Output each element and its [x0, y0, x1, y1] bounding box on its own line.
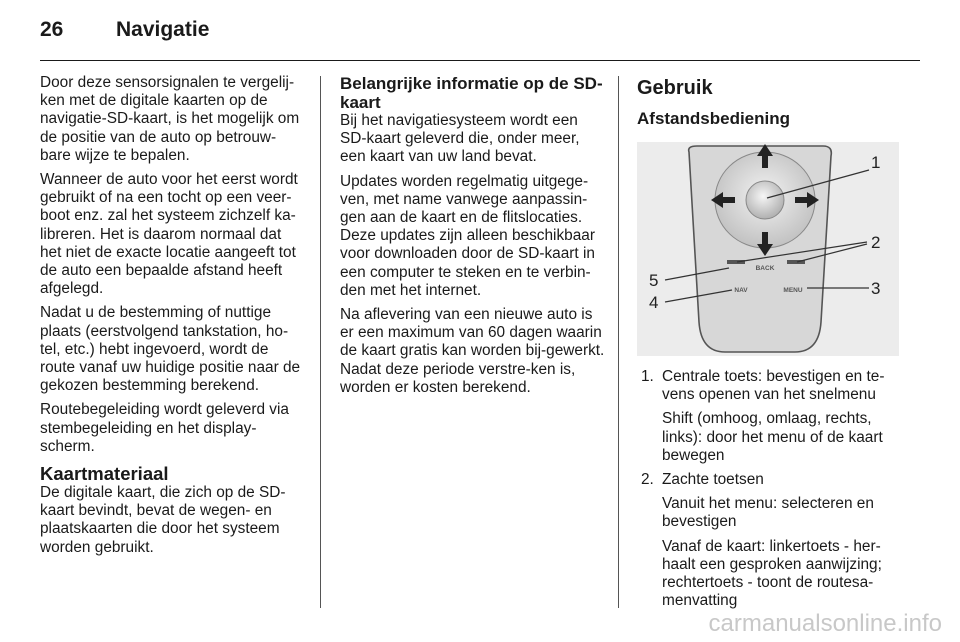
- paragraph: Door deze sensorsignalen te vergelij-ken met de digitale kaarten op de navigatie-SD-kaart, is het mogelijk om de positie van de auto op betrouw-bare wijze te bepalen.: [40, 74, 300, 164]
- callout-1: 1: [871, 153, 881, 172]
- section-heading-kaartmateriaal: Kaartmateriaal: [40, 463, 169, 485]
- callout-4: 4: [649, 293, 659, 312]
- callout-3: 3: [871, 279, 881, 298]
- callout-2: 2: [871, 233, 881, 252]
- paragraph: Bij het navigatiesysteem wordt een SD-kaart geleverd die, onder meer, een kaart van uw land bevat.: [340, 112, 580, 166]
- column-divider-1: [320, 76, 321, 608]
- paragraph: Wanneer de auto voor het eerst wordt gebruikt of na een tocht op een veer-boot enz. zal het systeem zichzelf ka-libreren. Het is daarom normaal dat het niet de exacte locatie aangeeft tot de auto een bepaalde afstand heeft afgelegd.: [40, 171, 298, 298]
- section-heading-sd-kaart: Belangrijke informatie op de SD-kaart: [340, 74, 603, 112]
- column-divider-2: [618, 76, 619, 608]
- page-title: Navigatie: [116, 18, 210, 41]
- nav-button-label: NAV: [734, 287, 748, 294]
- list-item: [637, 368, 903, 465]
- column-2: [340, 74, 606, 403]
- page-number: 26: [40, 18, 64, 41]
- paragraph: De digitale kaart, die zich op de SD-kaart bevindt, bevat de wegen- en plaatskaarten die door het systeem worden gebruikt.: [40, 484, 286, 556]
- column-1: [40, 74, 306, 563]
- paragraph: Routebegeleiding wordt geleverd via stembegeleiding en het display-scherm.: [40, 401, 289, 455]
- list-item-text: Shift (omhoog, omlaag, rechts, links): door het menu of de kaart bewegen: [662, 410, 883, 464]
- center-button: [746, 181, 784, 219]
- remote-control-key-list: [637, 368, 903, 610]
- menu-button-label: MENU: [783, 287, 803, 294]
- watermark: carmanualsonline.info: [708, 610, 942, 637]
- list-item-text: Zachte toetsen: [662, 471, 764, 489]
- subheading-afstandsbediening: Afstandsbediening: [637, 109, 791, 128]
- remote-control-figure: [637, 142, 899, 356]
- page-header: [40, 18, 209, 42]
- paragraph: Na aflevering van een nieuwe auto is er een maximum van 60 dagen waarin de kaart gratis kan worden bij-gewerkt. Nadat deze periode verstre-ken is, worden er kosten berekend.: [340, 306, 605, 396]
- list-item-text: Centrale toets: bevestigen en te-vens openen van het snelmenu: [662, 368, 885, 404]
- back-button-label: BACK: [755, 265, 775, 272]
- list-item: [637, 471, 903, 610]
- paragraph: Nadat u de bestemming of nuttige plaats (eerstvolgend tankstation, ho-tel, etc.) hebt ingevoerd, wordt de route vanaf uw huidige positie naar de gekozen bestemming berekend.: [40, 304, 301, 395]
- paragraph: Updates worden regelmatig uitgege-ven, met name vanwege aanpassin-gen aan de kaart en de flitslocaties. Deze updates zijn alleen beschikbaar voor downloaden door de SD-kaart in een computer te steken en te verbin-den met het internet.: [340, 172, 595, 299]
- header-rule: [40, 60, 920, 61]
- list-item-text: Vanaf de kaart: linkertoets - her-haalt een gesproken aanwijzing; rechtertoets - toont de routesa-menvatting: [662, 537, 882, 610]
- list-item-text: Vanuit het menu: selecteren en bevestigen: [662, 495, 874, 531]
- list-item-number: 2.: [641, 471, 654, 489]
- column-3: [637, 74, 903, 616]
- list-item-number: 1.: [641, 368, 654, 385]
- section-heading-gebruik: Gebruik: [637, 77, 713, 99]
- remote-control-illustration: [637, 142, 899, 356]
- callout-5: 5: [649, 271, 659, 290]
